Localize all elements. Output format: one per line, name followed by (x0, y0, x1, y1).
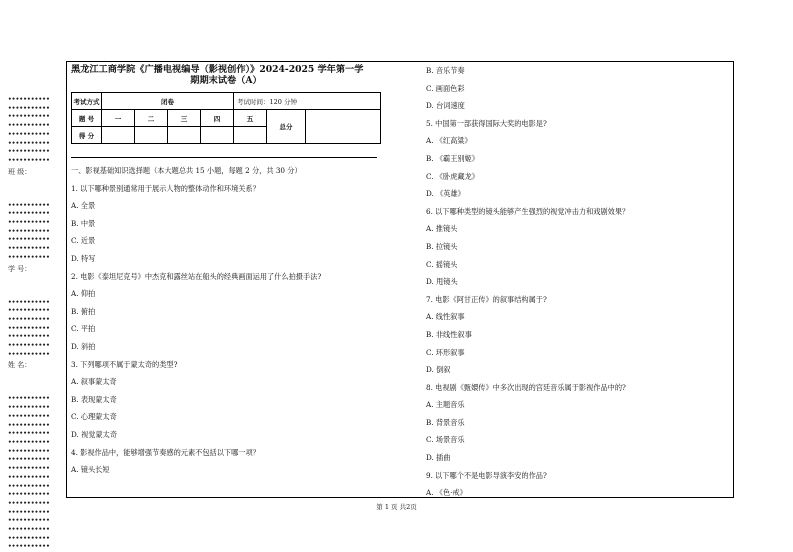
exam-info-row (72, 93, 381, 110)
binding-margin (8, 96, 60, 552)
binding-field-label: 学 号： (8, 264, 32, 273)
binding-dot-line: ••••••••••• (8, 491, 50, 499)
right-question-list (426, 62, 726, 502)
binding-dot-line: ••••••••••• (8, 219, 50, 227)
question-stem: 7. 电影《阿甘正传》的叙事结构属于? (426, 294, 547, 304)
binding-dot-line: ••••••••••• (8, 96, 50, 103)
binding-dot-line: ••••••••••• (8, 307, 50, 315)
question-stem: 1. 以下哪种景别通常用于展示人物的整体动作和环境关系？ (71, 183, 260, 193)
column-header: 五 (234, 110, 267, 127)
binding-dot-line: ••••••••••• (8, 156, 50, 164)
binding-dot-line: ••••••••••• (8, 324, 50, 332)
section-heading: 一、影视基础知识选择题（本大题总共 15 小题，每题 2 分，共 30 分） (71, 166, 302, 175)
binding-dot-line: ••••••••••• (8, 236, 50, 244)
binding-dot-line: ••••••••••• (8, 430, 50, 438)
answer-option[interactable]: A. 主题音乐 (426, 400, 465, 410)
binding-dot-line: ••••••••••• (8, 473, 50, 481)
binding-field-label: 班 级： (8, 167, 32, 176)
binding-dot-line: ••••••••••• (8, 210, 50, 218)
score-table (71, 92, 381, 144)
column-header: 二 (135, 110, 168, 127)
answer-option[interactable]: A. 镜头长短 (71, 465, 110, 475)
binding-dot-line: ••••••••••• (8, 130, 50, 138)
answer-option[interactable]: A. 《红高粱》 (426, 136, 472, 146)
binding-dot-line: ••••••••••• (8, 438, 50, 446)
question-stem: 8. 电视剧《甄嬛传》中多次出现的宫廷音乐属于影视作品中的? (426, 382, 626, 392)
binding-dot-line: ••••••••••• (8, 508, 50, 516)
column-header: 一 (102, 110, 135, 127)
binding-dot-line: ••••••••••• (8, 104, 50, 112)
question-number-row (72, 110, 381, 127)
exam-mode-label: 考试方式 (72, 93, 102, 110)
binding-dot-line: ••••••••••• (8, 227, 50, 235)
question-stem: 6. 以下哪种类型的镜头能够产生强烈的视觉冲击力和戏剧效果？ (426, 206, 630, 216)
score-cell[interactable] (234, 127, 267, 144)
binding-dot-line: ••••••••••• (8, 456, 50, 464)
binding-dot-line: ••••••••••• (8, 315, 50, 323)
answer-option[interactable]: D. 甩镜头 (426, 277, 458, 287)
binding-dot-line: ••••••••••• (8, 395, 50, 403)
binding-dot-line: ••••••••••• (8, 201, 50, 209)
answer-option[interactable]: C. 摇镜头 (426, 259, 458, 269)
binding-dot-line: ••••••••••• (8, 517, 50, 525)
exam-title-line2: 期期末试卷（A） (190, 75, 262, 86)
binding-dot-line: ••••••••••• (8, 245, 50, 253)
total-label: 总分 (267, 110, 306, 144)
answer-option[interactable]: C. 场景音乐 (426, 435, 465, 445)
answer-option[interactable]: B. 中景 (71, 218, 96, 228)
question-stem: 2. 电影《泰坦尼克号》中杰克和露丝站在船头的经典画面运用了什么拍摄手法? (71, 271, 322, 281)
answer-option[interactable]: C. 画面色彩 (426, 83, 465, 93)
score-cell[interactable] (135, 127, 168, 144)
score-cell[interactable] (168, 127, 201, 144)
answer-option[interactable]: C. 近景 (71, 236, 96, 246)
exam-title (71, 64, 381, 86)
answer-option[interactable]: A. 线性叙事 (426, 312, 465, 322)
answer-option[interactable]: A. 推镜头 (426, 224, 458, 234)
column-header: 四 (201, 110, 234, 127)
binding-dot-line: ••••••••••• (8, 465, 50, 473)
exam-mode-value: 闭卷 (102, 93, 234, 110)
answer-option[interactable]: B. 非线性叙事 (426, 329, 472, 339)
binding-dot-line: ••••••••••• (8, 412, 50, 420)
answer-option[interactable]: B. 俯拍 (71, 306, 96, 316)
answer-option[interactable]: D. 斜拍 (71, 341, 96, 351)
answer-option[interactable]: B. 背景音乐 (426, 417, 465, 427)
binding-dot-line: ••••••••••• (8, 543, 50, 551)
binding-dot-line: ••••••••••• (8, 350, 50, 358)
answer-option[interactable]: A. 《色·戒》 (426, 488, 467, 498)
answer-option[interactable]: A. 全景 (71, 201, 96, 211)
answer-option[interactable]: B. 拉镜头 (426, 241, 458, 251)
binding-dot-line: ••••••••••• (8, 333, 50, 341)
answer-option[interactable]: C. 环形叙事 (426, 347, 465, 357)
score-label: 得 分 (72, 127, 102, 144)
right-column (426, 62, 726, 502)
binding-dot-line: ••••••••••• (8, 447, 50, 455)
answer-option[interactable]: B. 表现蒙太奇 (71, 394, 117, 404)
exam-title-line1: 黑龙江工商学院《广播电视编导（影视创作）》2024-2025 学年第一学 (71, 64, 364, 75)
binding-dot-line: ••••••••••• (8, 122, 50, 130)
answer-option[interactable]: D. 视觉蒙太奇 (71, 429, 118, 439)
answer-option[interactable]: B. 《霸王别姬》 (426, 153, 479, 163)
answer-option[interactable]: D. 台词速度 (426, 101, 465, 111)
question-stem: 5. 中国第一部获得国际大奖的电影是? (426, 118, 547, 128)
answer-option[interactable]: D. 《英雄》 (426, 189, 465, 199)
answer-option[interactable]: D. 插曲 (426, 453, 451, 463)
binding-dot-line: ••••••••••• (8, 139, 50, 147)
column-header: 三 (168, 110, 201, 127)
answer-option[interactable]: D. 倒叙 (426, 365, 451, 375)
answer-option[interactable]: A. 仰拍 (71, 289, 96, 299)
divider (71, 157, 377, 158)
exam-sheet (66, 61, 734, 498)
binding-dot-line: ••••••••••• (8, 148, 50, 156)
page-footer: 第 1 页 共2页 (376, 503, 417, 511)
question-no-label: 题 号 (72, 110, 102, 127)
answer-option[interactable]: C. 平拍 (71, 324, 96, 334)
question-stem: 9. 以下哪个不是电影导演李安的作品? (426, 470, 547, 480)
answer-option[interactable]: D. 特写 (71, 253, 96, 263)
question-stem: 3. 下列哪项不属于蒙太奇的类型? (71, 359, 178, 369)
binding-dot-line: ••••••••••• (8, 421, 50, 429)
binding-dot-line: ••••••••••• (8, 499, 50, 507)
binding-dot-line: ••••••••••• (8, 482, 50, 490)
binding-field-label: 姓 名： (8, 361, 32, 370)
score-cell[interactable] (102, 127, 135, 144)
answer-option[interactable]: C. 《卧虎藏龙》 (426, 171, 479, 181)
binding-dot-line: ••••••••••• (8, 253, 50, 261)
binding-dot-line: ••••••••••• (8, 298, 50, 306)
binding-dot-line: ••••••••••• (8, 534, 50, 542)
score-cell[interactable] (201, 127, 234, 144)
binding-dot-line: ••••••••••• (8, 526, 50, 534)
binding-dot-line: ••••••••••• (8, 342, 50, 350)
answer-option[interactable]: B. 音乐节奏 (426, 66, 465, 75)
left-column (71, 62, 381, 479)
exam-time: 考试时间：120 分钟 (234, 93, 381, 110)
left-question-list (71, 180, 381, 479)
total-score-cell[interactable] (306, 110, 381, 144)
binding-dot-line: ••••••••••• (8, 113, 50, 121)
answer-option[interactable]: C. 心理蒙太奇 (71, 412, 117, 422)
answer-option[interactable]: A. 叙事蒙太奇 (71, 377, 117, 387)
question-stem: 4. 影视作品中，能够增强节奏感的元素不包括以下哪一项？ (71, 447, 260, 457)
binding-dot-line: ••••••••••• (8, 404, 50, 412)
